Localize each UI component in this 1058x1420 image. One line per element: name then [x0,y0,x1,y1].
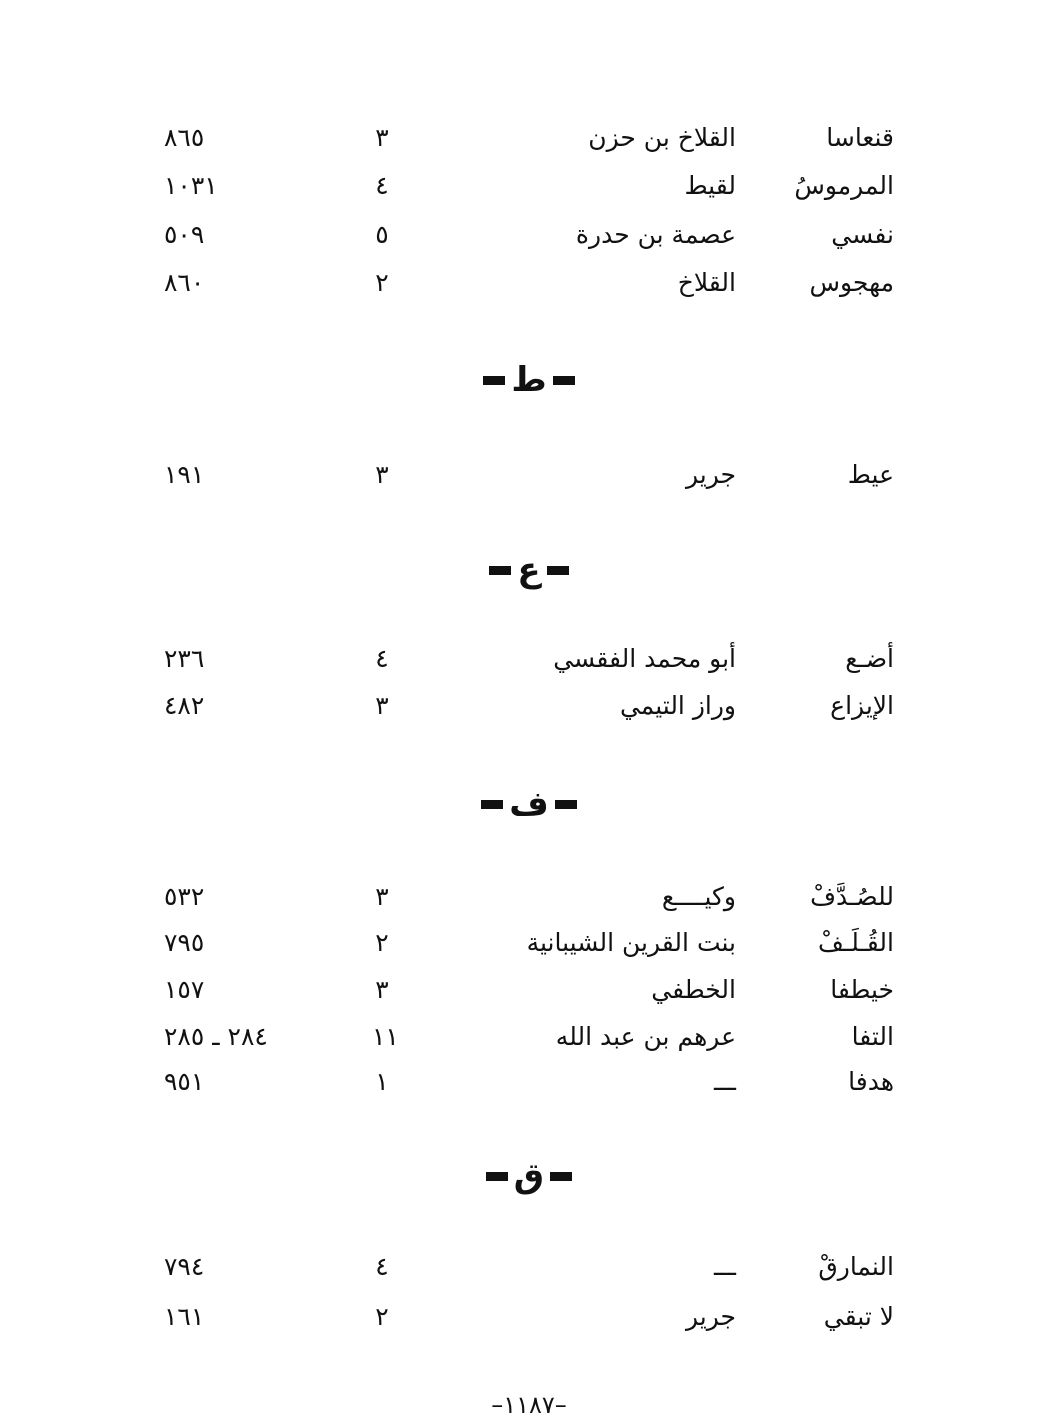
verse-count: ٣ [375,460,389,489]
section-heading [0,360,1058,400]
page-ref: ٨٦٥ [164,123,205,152]
page-ref: ٧٩٤ [164,1252,205,1281]
index-row [0,684,1058,728]
verse-count: ٤ [375,1252,389,1281]
verse-count: ٢ [375,268,389,297]
rhyme-word: الإيزاع [830,691,894,720]
heading-dash [481,800,503,809]
poet-name: ـــ [714,1067,736,1096]
index-row [0,875,1058,919]
verse-count: ٣ [375,975,389,1004]
index-row [0,261,1058,305]
page-ref: ٢٨٤ ـ ٢٨٥ [164,1022,268,1051]
rhyme-word: التفا [851,1022,894,1051]
poet-name: جرير [686,460,736,489]
verse-count: ٣ [375,882,389,911]
rhyme-word: عيط [847,460,894,489]
heading-dash [550,1172,572,1181]
poet-name: عصمة بن حدرة [575,220,736,249]
section-letter: ف [509,784,549,824]
poet-name: أبو محمد الفقسي [553,644,736,673]
poet-name: ـــ [714,1252,736,1281]
heading-dash [555,800,577,809]
verse-count: ٣ [375,691,389,720]
verse-count: ٢ [375,1302,389,1331]
index-row [0,968,1058,1012]
poet-name: بنت القرين الشيبانية [526,928,736,957]
page-ref: ١٩١ [164,460,205,489]
index-row [0,164,1058,208]
heading-dash [547,566,569,575]
heading-dash [483,376,505,385]
section-letter: ع [517,550,541,590]
page-ref: ٨٦٠ [164,268,205,297]
page-ref: ٥٣٢ [164,882,205,911]
index-row [0,213,1058,257]
rhyme-word: أضـع [845,644,894,673]
section-heading [0,1156,1058,1196]
rhyme-word: هدفا [848,1067,894,1096]
rhyme-word: خيطفا [830,975,894,1004]
poet-name: عرهم بن عبد الله [555,1022,736,1051]
page-ref: ١٦١ [164,1302,205,1331]
poet-name: وكيــــع [661,882,736,911]
rhyme-word: مهجوس [809,268,894,297]
verse-count: ٤ [375,171,389,200]
page-ref: ١٠٣١ [164,171,218,200]
poet-name: وراز التيمي [619,691,736,720]
section-letter: ط [511,360,547,400]
page-ref: ٤٨٢ [164,691,205,720]
page-ref: ٩٥١ [164,1067,205,1096]
index-row [0,1295,1058,1339]
rhyme-word: نفسي [831,220,894,249]
page-ref: ٧٩٥ [164,928,205,957]
index-row [0,1060,1058,1104]
verse-count: ١ [375,1067,389,1096]
heading-dash [553,376,575,385]
page-ref: ٥٠٩ [164,220,205,249]
page-number: –١١٨٧– [491,1391,567,1419]
rhyme-word: المرموسُ [794,171,894,200]
rhyme-word: النمارقْ [818,1252,894,1281]
section-letter: ق [513,1156,545,1196]
rhyme-word: قنعاسا [826,123,894,152]
poet-name: الخطفي [651,975,736,1004]
heading-dash [489,566,511,575]
poet-name: القلاخ [677,268,736,297]
index-row [0,116,1058,160]
verse-count: ٥ [375,220,389,249]
index-row [0,453,1058,497]
rhyme-word: للصُـدَّفْ [810,882,894,911]
rhyme-word: القُـلَـفْ [817,928,894,957]
poet-name: جرير [686,1302,736,1331]
section-heading [0,550,1058,590]
verse-count: ٣ [375,123,389,152]
poet-name: لقيط [684,171,736,200]
index-row [0,1015,1058,1059]
index-row [0,637,1058,681]
page-ref: ١٥٧ [164,975,205,1004]
poet-name: القلاخ بن حزن [588,123,736,152]
section-heading [0,784,1058,824]
rhyme-word: لا تبقي [823,1302,894,1331]
page-ref: ٢٣٦ [164,644,205,673]
verse-count: ٤ [375,644,389,673]
verse-count: ٢ [375,928,389,957]
heading-dash [486,1172,508,1181]
verse-count: ١١ [372,1022,399,1051]
index-row [0,921,1058,965]
index-row [0,1245,1058,1289]
